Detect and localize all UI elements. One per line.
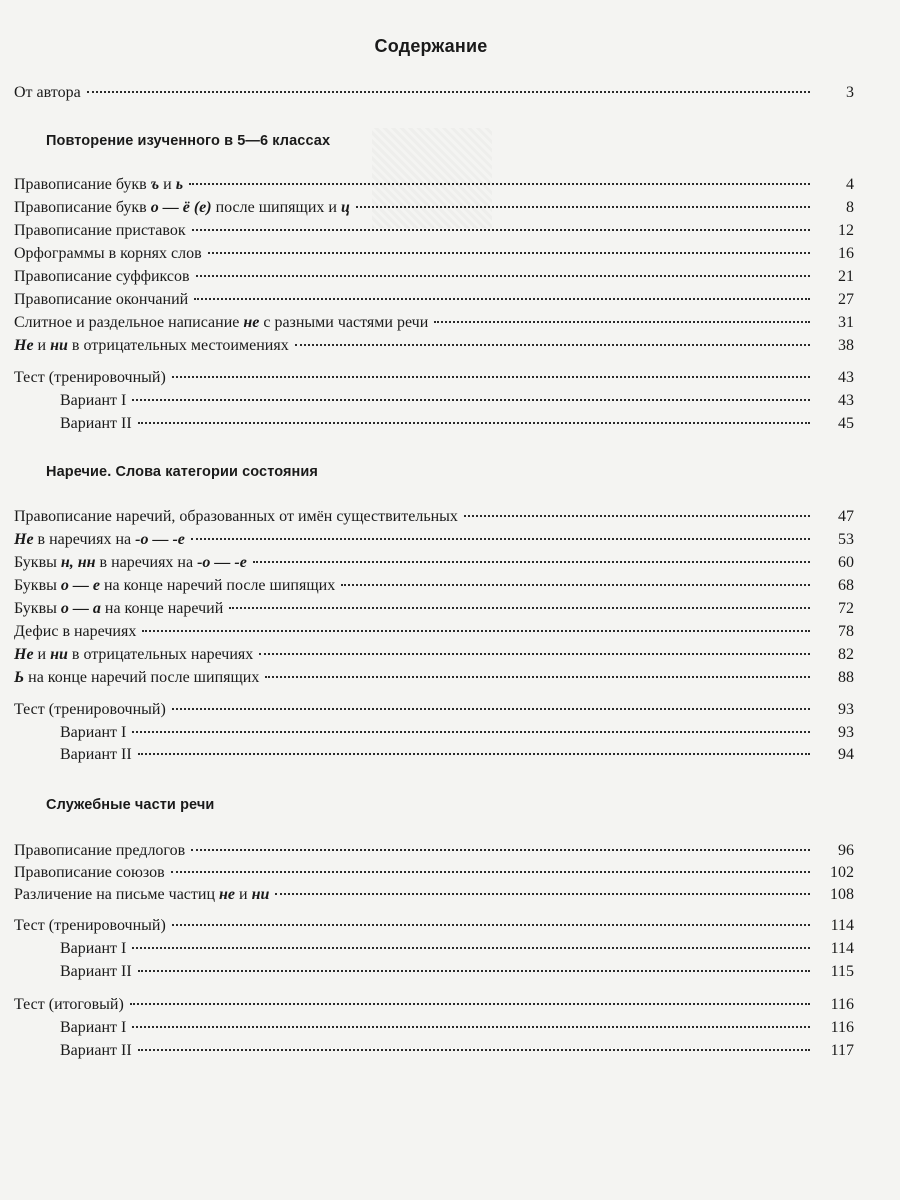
entry-page: 4 — [846, 176, 854, 193]
entry-page: 78 — [838, 623, 854, 640]
leader-dots — [275, 893, 810, 895]
toc-entry — [14, 575, 854, 597]
entry-page: 8 — [846, 199, 854, 216]
entry-label: Ь на конце наречий после шипящих — [14, 669, 260, 686]
entry-page: 38 — [838, 337, 854, 354]
leader-dots — [132, 731, 810, 733]
leader-dots — [341, 584, 810, 586]
entry-label: Вариант I — [60, 392, 127, 409]
toc-entry — [14, 220, 854, 242]
toc-entry-variant — [60, 1040, 854, 1062]
toc-entry — [14, 289, 854, 311]
entry-label: Орфограммы в корнях слов — [14, 245, 202, 262]
entry-page: 45 — [838, 415, 854, 432]
toc-entry-variant — [60, 390, 854, 412]
entry-label: От автора — [14, 84, 81, 101]
leader-dots — [132, 947, 810, 949]
entry-page: 47 — [838, 508, 854, 525]
entry-label: Вариант I — [60, 724, 127, 741]
entry-label: Правописание суффиксов — [14, 268, 190, 285]
entry-label: Правописание букв ъ и ь — [14, 176, 184, 193]
entry-page: 43 — [838, 392, 854, 409]
entry-label: Вариант II — [60, 1042, 132, 1059]
entry-label: Различение на письме частиц не и ни — [14, 886, 270, 903]
leader-dots — [138, 753, 810, 755]
entry-page: 60 — [838, 554, 854, 571]
entry-page: 31 — [838, 314, 854, 331]
page-title: Содержание — [374, 36, 488, 56]
toc-entry-variant — [60, 413, 854, 435]
entry-label: Правописание предлогов — [14, 842, 186, 859]
entry-label: Не и ни в отрицательных наречиях — [14, 646, 254, 663]
leader-dots — [130, 1003, 810, 1005]
entry-page: 96 — [838, 842, 854, 859]
leader-dots — [253, 561, 810, 563]
entry-page: 102 — [830, 864, 854, 881]
leader-dots — [194, 298, 810, 300]
entry-label: Тест (тренировочный) — [14, 701, 166, 718]
toc-entry-variant — [60, 722, 854, 744]
toc-entry-intro — [14, 82, 854, 104]
entry-label: Буквы о — е на конце наречий после шипящих — [14, 577, 336, 594]
entry-page: 82 — [838, 646, 854, 663]
section-heading-function-words: Служебные части речи — [46, 797, 215, 813]
entry-label: Вариант I — [60, 1019, 127, 1036]
toc-entry — [14, 862, 854, 884]
leader-dots — [295, 344, 810, 346]
toc-entry-variant — [60, 961, 854, 983]
toc-entry — [14, 529, 854, 551]
toc-entry — [14, 266, 854, 288]
leader-dots — [87, 91, 810, 93]
entry-page: 88 — [838, 669, 854, 686]
toc-entry-variant — [60, 744, 854, 766]
entry-page: 16 — [838, 245, 854, 262]
entry-label: Правописание союзов — [14, 864, 165, 881]
toc-entry — [14, 197, 854, 219]
leader-dots — [192, 229, 810, 231]
toc-entry-final-test — [14, 994, 854, 1016]
toc-entry-test — [14, 915, 854, 937]
leader-dots — [138, 422, 810, 424]
leader-dots — [189, 183, 810, 185]
toc-entry — [14, 621, 854, 643]
section-heading-adverb: Наречие. Слова категории состояния — [46, 464, 318, 480]
leader-dots — [172, 708, 810, 710]
entry-page: 114 — [830, 940, 854, 957]
entry-page: 21 — [838, 268, 854, 285]
toc-entry — [14, 840, 854, 862]
entry-label: Вариант II — [60, 746, 132, 763]
leader-dots — [138, 970, 810, 972]
entry-page: 115 — [830, 963, 854, 980]
toc-entry-test — [14, 699, 854, 721]
entry-page: 43 — [838, 369, 854, 386]
entry-label: Буквы о — а на конце наречий — [14, 600, 224, 617]
toc-entry — [14, 312, 854, 334]
leader-dots — [171, 871, 810, 873]
entry-label: Тест (тренировочный) — [14, 369, 166, 386]
toc-entry — [14, 884, 854, 906]
entry-label: Не и ни в отрицательных местоимениях — [14, 337, 289, 354]
entry-label: Не в наречиях на -о — -е — [14, 531, 185, 548]
entry-page: 93 — [838, 724, 854, 741]
entry-label: Правописание окончаний — [14, 291, 189, 308]
toc-entry — [14, 335, 854, 357]
leader-dots — [132, 399, 810, 401]
entry-label: Вариант II — [60, 415, 132, 432]
entry-page: 72 — [838, 600, 854, 617]
toc-entry — [14, 243, 854, 265]
entry-page: 53 — [838, 531, 854, 548]
entry-page: 93 — [838, 701, 854, 718]
entry-label: Дефис в наречиях — [14, 623, 137, 640]
entry-page: 117 — [830, 1042, 854, 1059]
leader-dots — [191, 849, 810, 851]
leader-dots — [132, 1026, 810, 1028]
entry-page: 94 — [838, 746, 854, 763]
toc-entry — [14, 174, 854, 196]
entry-page: 68 — [838, 577, 854, 594]
entry-page: 116 — [830, 1019, 854, 1036]
entry-page: 12 — [838, 222, 854, 239]
leader-dots — [259, 653, 810, 655]
entry-label: Вариант II — [60, 963, 132, 980]
toc-entry-variant — [60, 938, 854, 960]
leader-dots — [356, 206, 810, 208]
entry-page: 3 — [846, 84, 854, 101]
entry-label: Правописание букв о — ё (е) после шипящих и ц — [14, 199, 350, 216]
leader-dots — [138, 1049, 810, 1051]
entry-label: Правописание приставок — [14, 222, 186, 239]
entry-label: Слитное и раздельное написание не с разными частями речи — [14, 314, 429, 331]
leader-dots — [196, 275, 810, 277]
entry-page: 27 — [838, 291, 854, 308]
entry-label: Тест (тренировочный) — [14, 917, 166, 934]
leader-dots — [142, 630, 810, 632]
toc-entry — [14, 667, 854, 689]
entry-page: 108 — [830, 886, 854, 903]
leader-dots — [172, 924, 810, 926]
entry-label: Тест (итоговый) — [14, 996, 124, 1013]
leader-dots — [191, 538, 810, 540]
entry-label: Вариант I — [60, 940, 127, 957]
entry-page: 116 — [830, 996, 854, 1013]
leader-dots — [265, 676, 810, 678]
section-heading-review: Повторение изученного в 5—6 классах — [46, 133, 331, 149]
leader-dots — [464, 515, 810, 517]
entry-label: Правописание наречий, образованных от имён существительных — [14, 508, 458, 525]
entry-label: Буквы н, нн в наречиях на -о — -е — [14, 554, 247, 571]
entry-page: 114 — [830, 917, 854, 934]
toc-entry — [14, 506, 854, 528]
toc-entry — [14, 644, 854, 666]
toc-entry-variant — [60, 1017, 854, 1039]
leader-dots — [434, 321, 810, 323]
leader-dots — [208, 252, 810, 254]
toc-entry-test — [14, 367, 854, 389]
toc-entry — [14, 598, 854, 620]
leader-dots — [172, 376, 810, 378]
leader-dots — [229, 607, 810, 609]
toc-entry — [14, 552, 854, 574]
